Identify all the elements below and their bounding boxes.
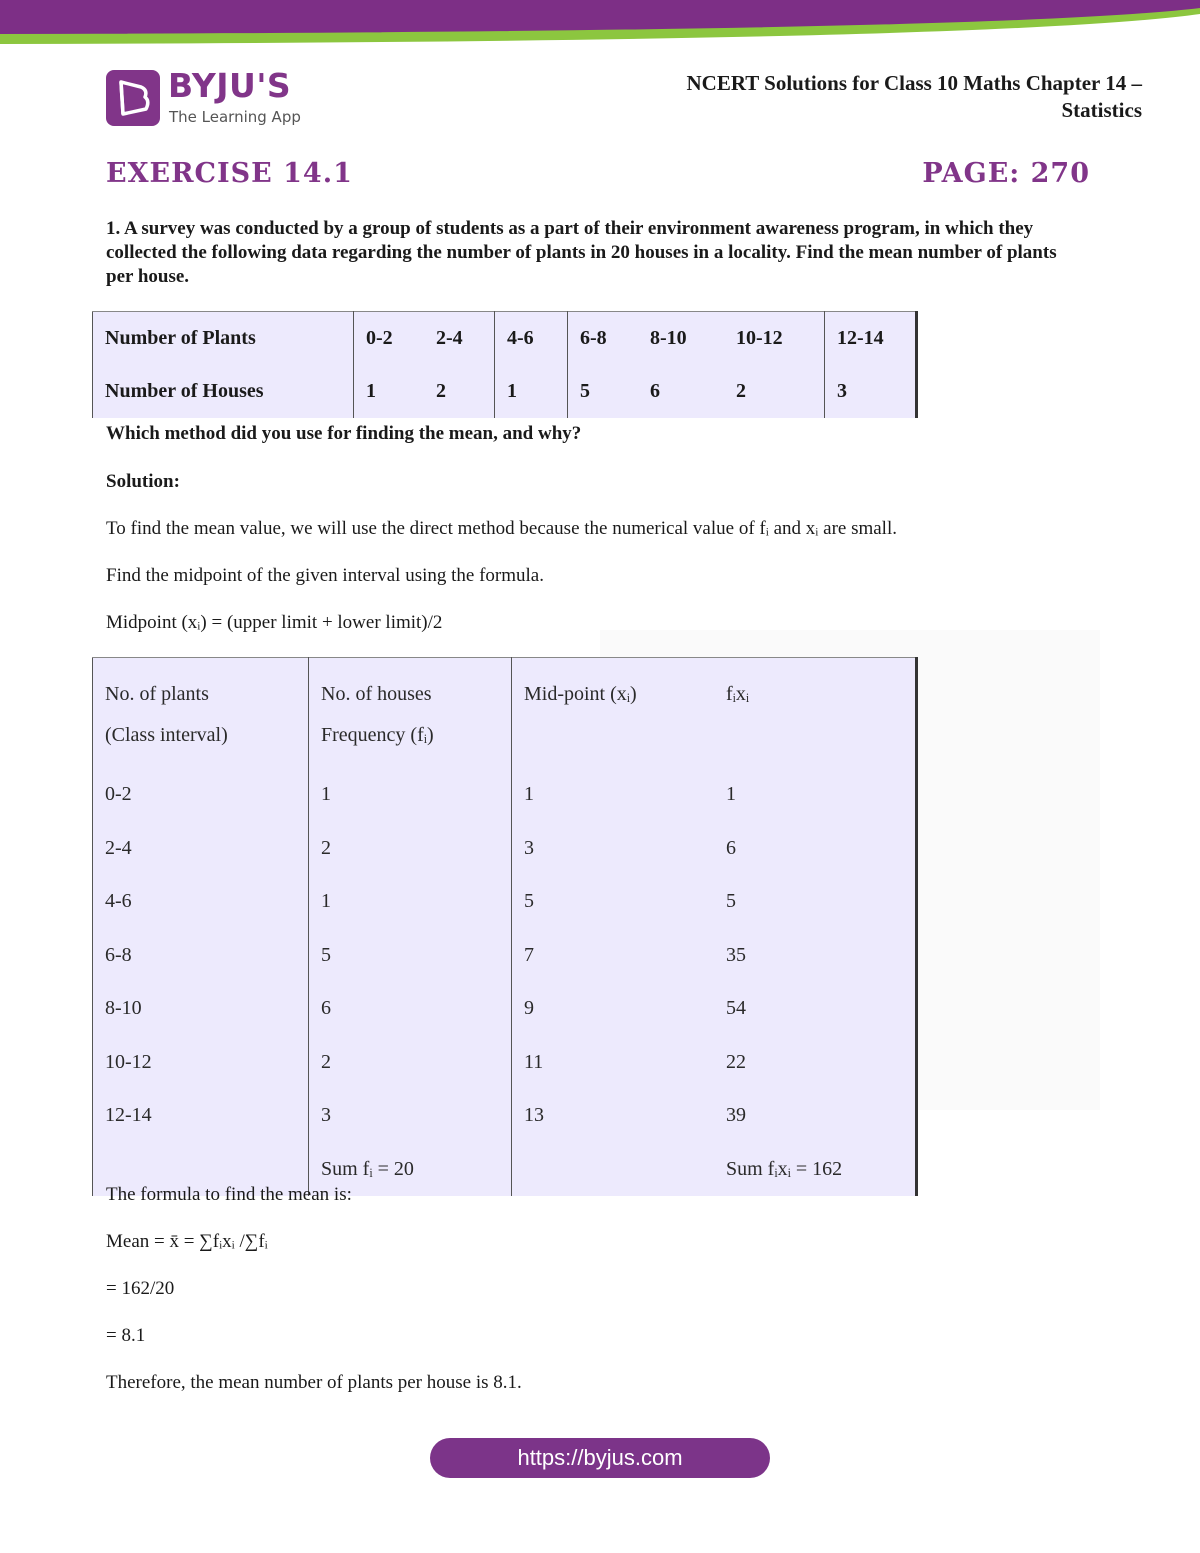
table-cell: 10-12 [736, 327, 783, 349]
table-cell: 1 [512, 768, 715, 822]
table-cell: 4-6 [105, 890, 132, 913]
table-cell: 8-10 [650, 327, 687, 349]
document-title-line-2: Statistics [1061, 98, 1142, 122]
table-cell: 2 [436, 380, 446, 402]
exercise-label: EXERCISE 14.1 [106, 158, 353, 189]
table-cell: 12-14 [825, 312, 917, 366]
solution-text: Find the midpoint of the given interval using the formula. [106, 565, 544, 586]
table-cell: 5 [512, 875, 715, 929]
table-cell: 3 [512, 822, 715, 876]
table-row [93, 312, 917, 366]
byjus-logo [106, 68, 311, 130]
table-row [93, 365, 917, 418]
header-text: (Class interval) [105, 724, 228, 746]
document-title-line-1: NCERT Solutions for Class 10 Maths Chapter 14 – [686, 71, 1142, 95]
table-cell: 1 [354, 365, 425, 418]
table-cell: 5 [568, 365, 639, 418]
follow-up-question: Which method did you use for finding the mean, and why? [106, 423, 582, 444]
table-cell: 7 [512, 929, 715, 983]
table-cell: 13 [512, 1089, 715, 1143]
table-cell: 6 [650, 380, 660, 402]
table-cell: 5 [309, 929, 512, 983]
table-cell: 1 [726, 783, 736, 806]
table-row [93, 929, 917, 983]
header-cell [512, 658, 715, 769]
header-cell [93, 658, 309, 769]
table-cell: 0-2 [354, 312, 425, 366]
sum-fx: Sum fᵢxᵢ = 162 [726, 1157, 843, 1180]
table-cell: 5 [726, 890, 736, 913]
page-number: PAGE: 270 [922, 158, 1090, 189]
table-cell: 1 [309, 768, 512, 822]
table-cell [512, 1143, 715, 1197]
sum-frequency: Sum fᵢ = 20 [309, 1143, 512, 1197]
calculation-step: = 162/20 [106, 1278, 175, 1299]
table-row [93, 1036, 917, 1090]
table-cell: 35 [726, 943, 746, 966]
footer-url-link[interactable]: https://byjus.com [430, 1438, 770, 1478]
logo-tagline: The Learning App [169, 108, 301, 126]
table-cell: 6 [726, 836, 736, 859]
table-cell: 54 [726, 997, 746, 1020]
header-text: No. of houses [321, 683, 432, 705]
logo-name: BYJU'S [168, 66, 292, 105]
table-row [93, 822, 917, 876]
final-answer: Therefore, the mean number of plants per house is 8.1. [106, 1372, 522, 1393]
table-row [93, 982, 917, 1036]
table-row [93, 768, 917, 822]
table-cell: 3 [825, 365, 917, 418]
table-header-row [93, 658, 917, 769]
table-cell: 9 [512, 982, 715, 1036]
row-header: Number of Houses [105, 380, 264, 402]
mean-formula: Mean = x̄ = ∑fᵢxᵢ /∑fᵢ [106, 1231, 268, 1252]
table-cell: 0-2 [105, 783, 132, 806]
header-text: Mid-point (xᵢ) [524, 683, 637, 705]
table-cell: 12-14 [105, 1104, 152, 1127]
solution-label: Solution: [106, 471, 180, 492]
table-cell: 6-8 [568, 312, 639, 366]
table-cell: 8-10 [105, 997, 142, 1020]
table-cell: 39 [726, 1104, 746, 1127]
header-cell [309, 658, 512, 769]
plants-houses-table [92, 311, 918, 418]
question-text: 1. A survey was conducted by a group of students as a part of their environment awareness program, in which they collected the following data regarding the number of plants in 20 houses in a locality. Find the mean number of plants per house. [106, 218, 1057, 287]
table-cell: 22 [726, 1050, 746, 1073]
table-cell: 3 [309, 1089, 512, 1143]
table-cell: 4-6 [495, 312, 568, 366]
table-cell: 11 [512, 1036, 715, 1090]
header-color-band [0, 0, 1200, 48]
table-cell: 10-12 [105, 1050, 152, 1073]
table-cell: 1 [495, 365, 568, 418]
table-cell: 6-8 [105, 943, 132, 966]
table-cell: 2-4 [105, 836, 132, 859]
document-title [582, 70, 1142, 124]
header-text: Frequency (fᵢ) [321, 724, 434, 746]
table-cell: 2-4 [436, 327, 463, 349]
header-cell [714, 658, 917, 769]
table-row [93, 875, 917, 929]
table-cell: 6 [309, 982, 512, 1036]
solution-text: To find the mean value, we will use the direct method because the numerical value of fᵢ and xᵢ are small. [106, 518, 897, 539]
table-row [93, 1089, 917, 1143]
table-cell: 1 [309, 875, 512, 929]
row-header: Number of Plants [105, 327, 256, 349]
table-cell: 2 [736, 380, 746, 402]
logo-b-icon [106, 70, 160, 126]
calculation-result: = 8.1 [106, 1325, 146, 1346]
midpoint-formula: Midpoint (xᵢ) = (upper limit + lower limit)/2 [106, 612, 443, 633]
table-cell: 2 [309, 1036, 512, 1090]
header-text: fᵢxᵢ [726, 683, 750, 705]
table-cell: 2 [309, 822, 512, 876]
frequency-table [92, 657, 918, 1196]
conclusion-text: The formula to find the mean is: [106, 1184, 352, 1205]
header-text: No. of plants [105, 683, 209, 705]
